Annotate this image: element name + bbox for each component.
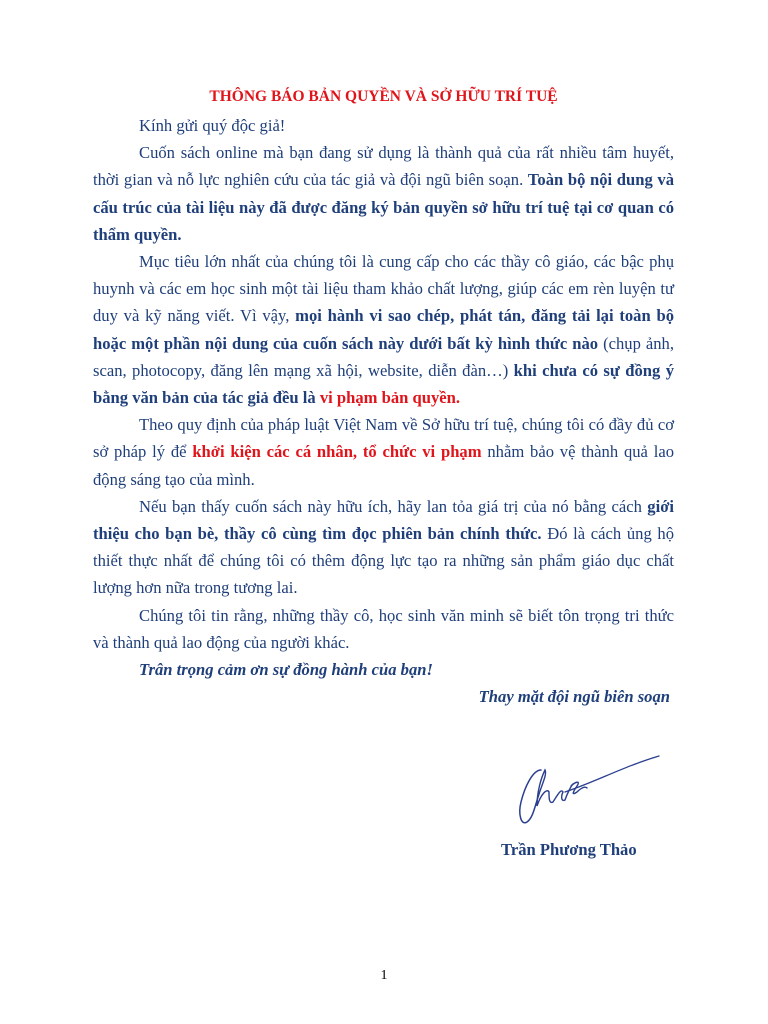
p2-parenthetical: (chụp ảnh, scan, photocopy, đăng lên mạng xã hội, website, diễn đàn…) <box>93 333 674 380</box>
p4-bold: giới thiệu cho bạn bè, thầy cô cùng tìm đọc phiên bản chính thức. <box>93 496 674 544</box>
p3-text: Theo quy định của pháp luật Việt Nam về Sở hữu trí tuệ, chúng tôi có đầy đủ cơ sở pháp lý để <box>93 415 674 462</box>
paragraph-4 <box>93 493 674 602</box>
notice-title: THÔNG BÁO BẢN QUYỀN VÀ SỞ HỮU TRÍ TUỆ <box>209 88 558 105</box>
paragraph-3 <box>93 411 674 493</box>
greeting: Kính gửi quý độc giả! <box>139 116 286 135</box>
on-behalf-line: Thay mặt đội ngũ biên soạn <box>478 687 670 707</box>
signature-image <box>515 748 665 828</box>
notice-body <box>93 86 674 710</box>
paragraph-5: Chúng tôi tin rằng, những thầy cô, học sinh văn minh sẽ biết tôn trọng tri thức và thành quả lao động của người khác. <box>93 605 674 652</box>
p3-red: khởi kiện các cá nhân, tổ chức vi phạm <box>192 442 482 462</box>
p2-red: vi phạm bản quyền. <box>319 388 461 408</box>
paragraph-2 <box>93 248 674 411</box>
p1-bold: Toàn bộ nội dung và cấu trúc của tài liệu này đã được đăng ký bản quyền sở hữu trí tuệ tại cơ quan có thẩm quyền. <box>93 170 674 244</box>
paragraph-1 <box>93 139 674 248</box>
closing-line: Trân trọng cảm ơn sự đồng hành của bạn! <box>139 660 433 680</box>
p2-bold-2: khi chưa có sự đồng ý bằng văn bản của tác giả đều là <box>93 360 674 408</box>
page-number: 1 <box>380 968 388 983</box>
p2-text: Mục tiêu lớn nhất của chúng tôi là cung cấp cho các thầy cô giáo, các bậc phụ huynh và các em học sinh một tài liệu tham khảo chất lượng, giúp các em rèn luyện tư duy và kỹ năng viết. Vì vậy, <box>93 252 674 326</box>
p2-bold: mọi hành vi sao chép, phát tán, đăng tải lại toàn bộ hoặc một phần nội dung của cuốn sách này dưới bất kỳ hình thức nào <box>93 306 674 353</box>
p4-text: Nếu bạn thấy cuốn sách này hữu ích, hãy lan tỏa giá trị của nó bằng cách <box>139 496 648 516</box>
p3-text-2: nhằm bảo vệ thành quả lao động sáng tạo của mình. <box>93 442 675 489</box>
author-name: Trần Phương Thảo <box>501 840 637 859</box>
p1-text: Cuốn sách online mà bạn đang sử dụng là thành quả của rất nhiều tâm huyết, thời gian và nỗ lực nghiên cứu của tác giả và đội ngũ biên soạn. <box>93 143 674 190</box>
p4-text-2: Đó là cách ủng hộ thiết thực nhất để chúng tôi có thêm động lực tạo ra những sản phẩm giáo dục chất lượng hơn nữa trong tương lai. <box>93 524 674 598</box>
